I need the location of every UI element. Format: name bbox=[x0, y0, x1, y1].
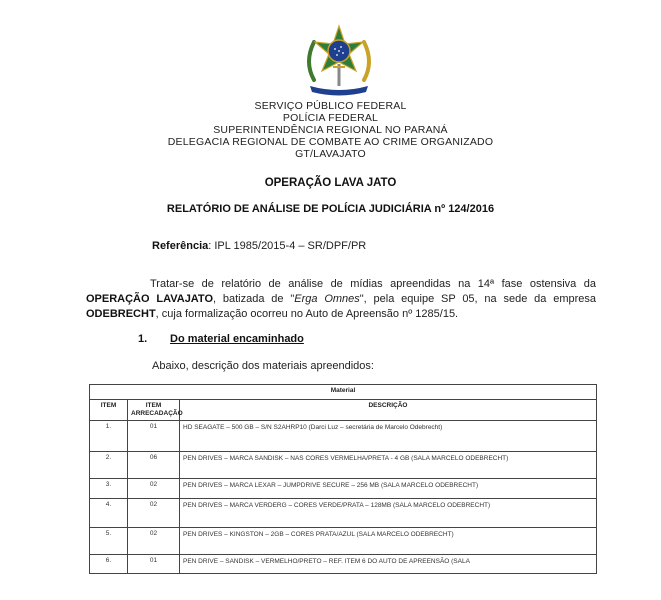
intro-paragraph bbox=[86, 277, 596, 322]
item-quantity: 02 bbox=[128, 499, 180, 528]
letterhead-line: SUPERINTENDÊNCIA REGIONAL NO PARANÁ bbox=[213, 124, 448, 136]
section-number: 1. bbox=[138, 333, 148, 345]
reference-value: : IPL 1985/2015-4 – SR/DPF/PR bbox=[208, 240, 367, 252]
item-quantity: 01 bbox=[128, 555, 180, 574]
column-header-item-collection: ITEM ARRECADAÇÃO bbox=[128, 400, 180, 421]
item-quantity: 02 bbox=[128, 528, 180, 555]
letterhead bbox=[0, 100, 661, 160]
letterhead-line: GT/LAVAJATO bbox=[295, 148, 366, 160]
table-row bbox=[90, 421, 597, 452]
item-quantity: 02 bbox=[128, 479, 180, 499]
paragraph-text: , cuja formalização ocorreu no Auto de Apreensão nº 1285/15. bbox=[155, 308, 459, 320]
paragraph-text: ", pela equipe SP 05, na sede da empresa bbox=[359, 293, 596, 305]
item-description: HD SEAGATE – 500 GB – S/N S2AHRP10 (Darci Luz – secretária de Marcelo Odebrecht) bbox=[180, 421, 597, 452]
report-title: RELATÓRIO DE ANÁLISE DE POLÍCIA JUDICIÁRIA nº 124/2016 bbox=[166, 203, 495, 215]
item-description: PEN DRIVES – MARCA VERDERG – CORES VERDE/PRATA – 128MB (SALA MARCELO ODEBRECHT) bbox=[180, 499, 597, 528]
item-number: 4. bbox=[90, 499, 128, 528]
operation-name: OPERAÇÃO LAVAJATO bbox=[86, 293, 214, 305]
item-number: 6. bbox=[90, 555, 128, 574]
paragraph-text: , batizada de " bbox=[213, 293, 295, 305]
item-number: 2. bbox=[90, 452, 128, 479]
table-row bbox=[90, 499, 597, 528]
letterhead-line: POLÍCIA FEDERAL bbox=[282, 112, 379, 124]
reference-label: Referência bbox=[152, 240, 209, 252]
brazil-coat-of-arms-icon bbox=[300, 22, 378, 98]
letterhead-line: SERVIÇO PÚBLICO FEDERAL bbox=[254, 100, 407, 112]
item-description: PEN DRIVE – SANDISK – VERMELHO/PRETO – REF. ITEM 6 DO AUTO DE APREENSÃO (SALA bbox=[180, 555, 597, 574]
materials-table bbox=[89, 384, 597, 574]
item-number: 3. bbox=[90, 479, 128, 499]
item-description: PEN DRIVES – MARCA SANDISK – NAS CORES VERMELHA/PRETA - 4 GB (SALA MARCELO ODEBRECHT) bbox=[180, 452, 597, 479]
letterhead-line: DELEGACIA REGIONAL DE COMBATE AO CRIME ORGANIZADO bbox=[167, 136, 494, 148]
company-name: ODEBRECHT bbox=[86, 308, 156, 320]
operation-title: OPERAÇÃO LAVA JATO bbox=[264, 177, 397, 189]
item-quantity: 01 bbox=[128, 421, 180, 452]
section-heading bbox=[138, 333, 304, 345]
reference-line bbox=[152, 240, 366, 252]
table-row bbox=[90, 555, 597, 574]
section-title: Do material encaminhado bbox=[170, 333, 304, 345]
table-caption: Material bbox=[90, 385, 597, 400]
paragraph-line-3 bbox=[86, 307, 596, 322]
item-number: 1. bbox=[90, 421, 128, 452]
table-row bbox=[90, 479, 597, 499]
item-quantity: 06 bbox=[128, 452, 180, 479]
table-row bbox=[90, 452, 597, 479]
column-header-item: ITEM bbox=[90, 400, 128, 421]
materials-intro: Abaixo, descrição dos materiais apreendidos: bbox=[152, 360, 374, 372]
paragraph-line-1: Tratar-se de relatório de análise de mídias apreendidas na 14ª fase ostensiva da bbox=[150, 278, 596, 290]
operation-alias: Erga Omnes bbox=[294, 293, 360, 305]
item-description: PEN DRIVES – MARCA LEXAR – JUMPDRIVE SECURE – 256 MB (SALA MARCELO ODEBRECHT) bbox=[180, 479, 597, 499]
table-row bbox=[90, 528, 597, 555]
item-number: 5. bbox=[90, 528, 128, 555]
item-description: PEN DRIVES – KINGSTON – 2GB – CORES PRATA/AZUL (SALA MARCELO ODEBRECHT) bbox=[180, 528, 597, 555]
column-header-description: DESCRIÇÃO bbox=[180, 400, 597, 421]
paragraph-line-2 bbox=[86, 292, 596, 307]
